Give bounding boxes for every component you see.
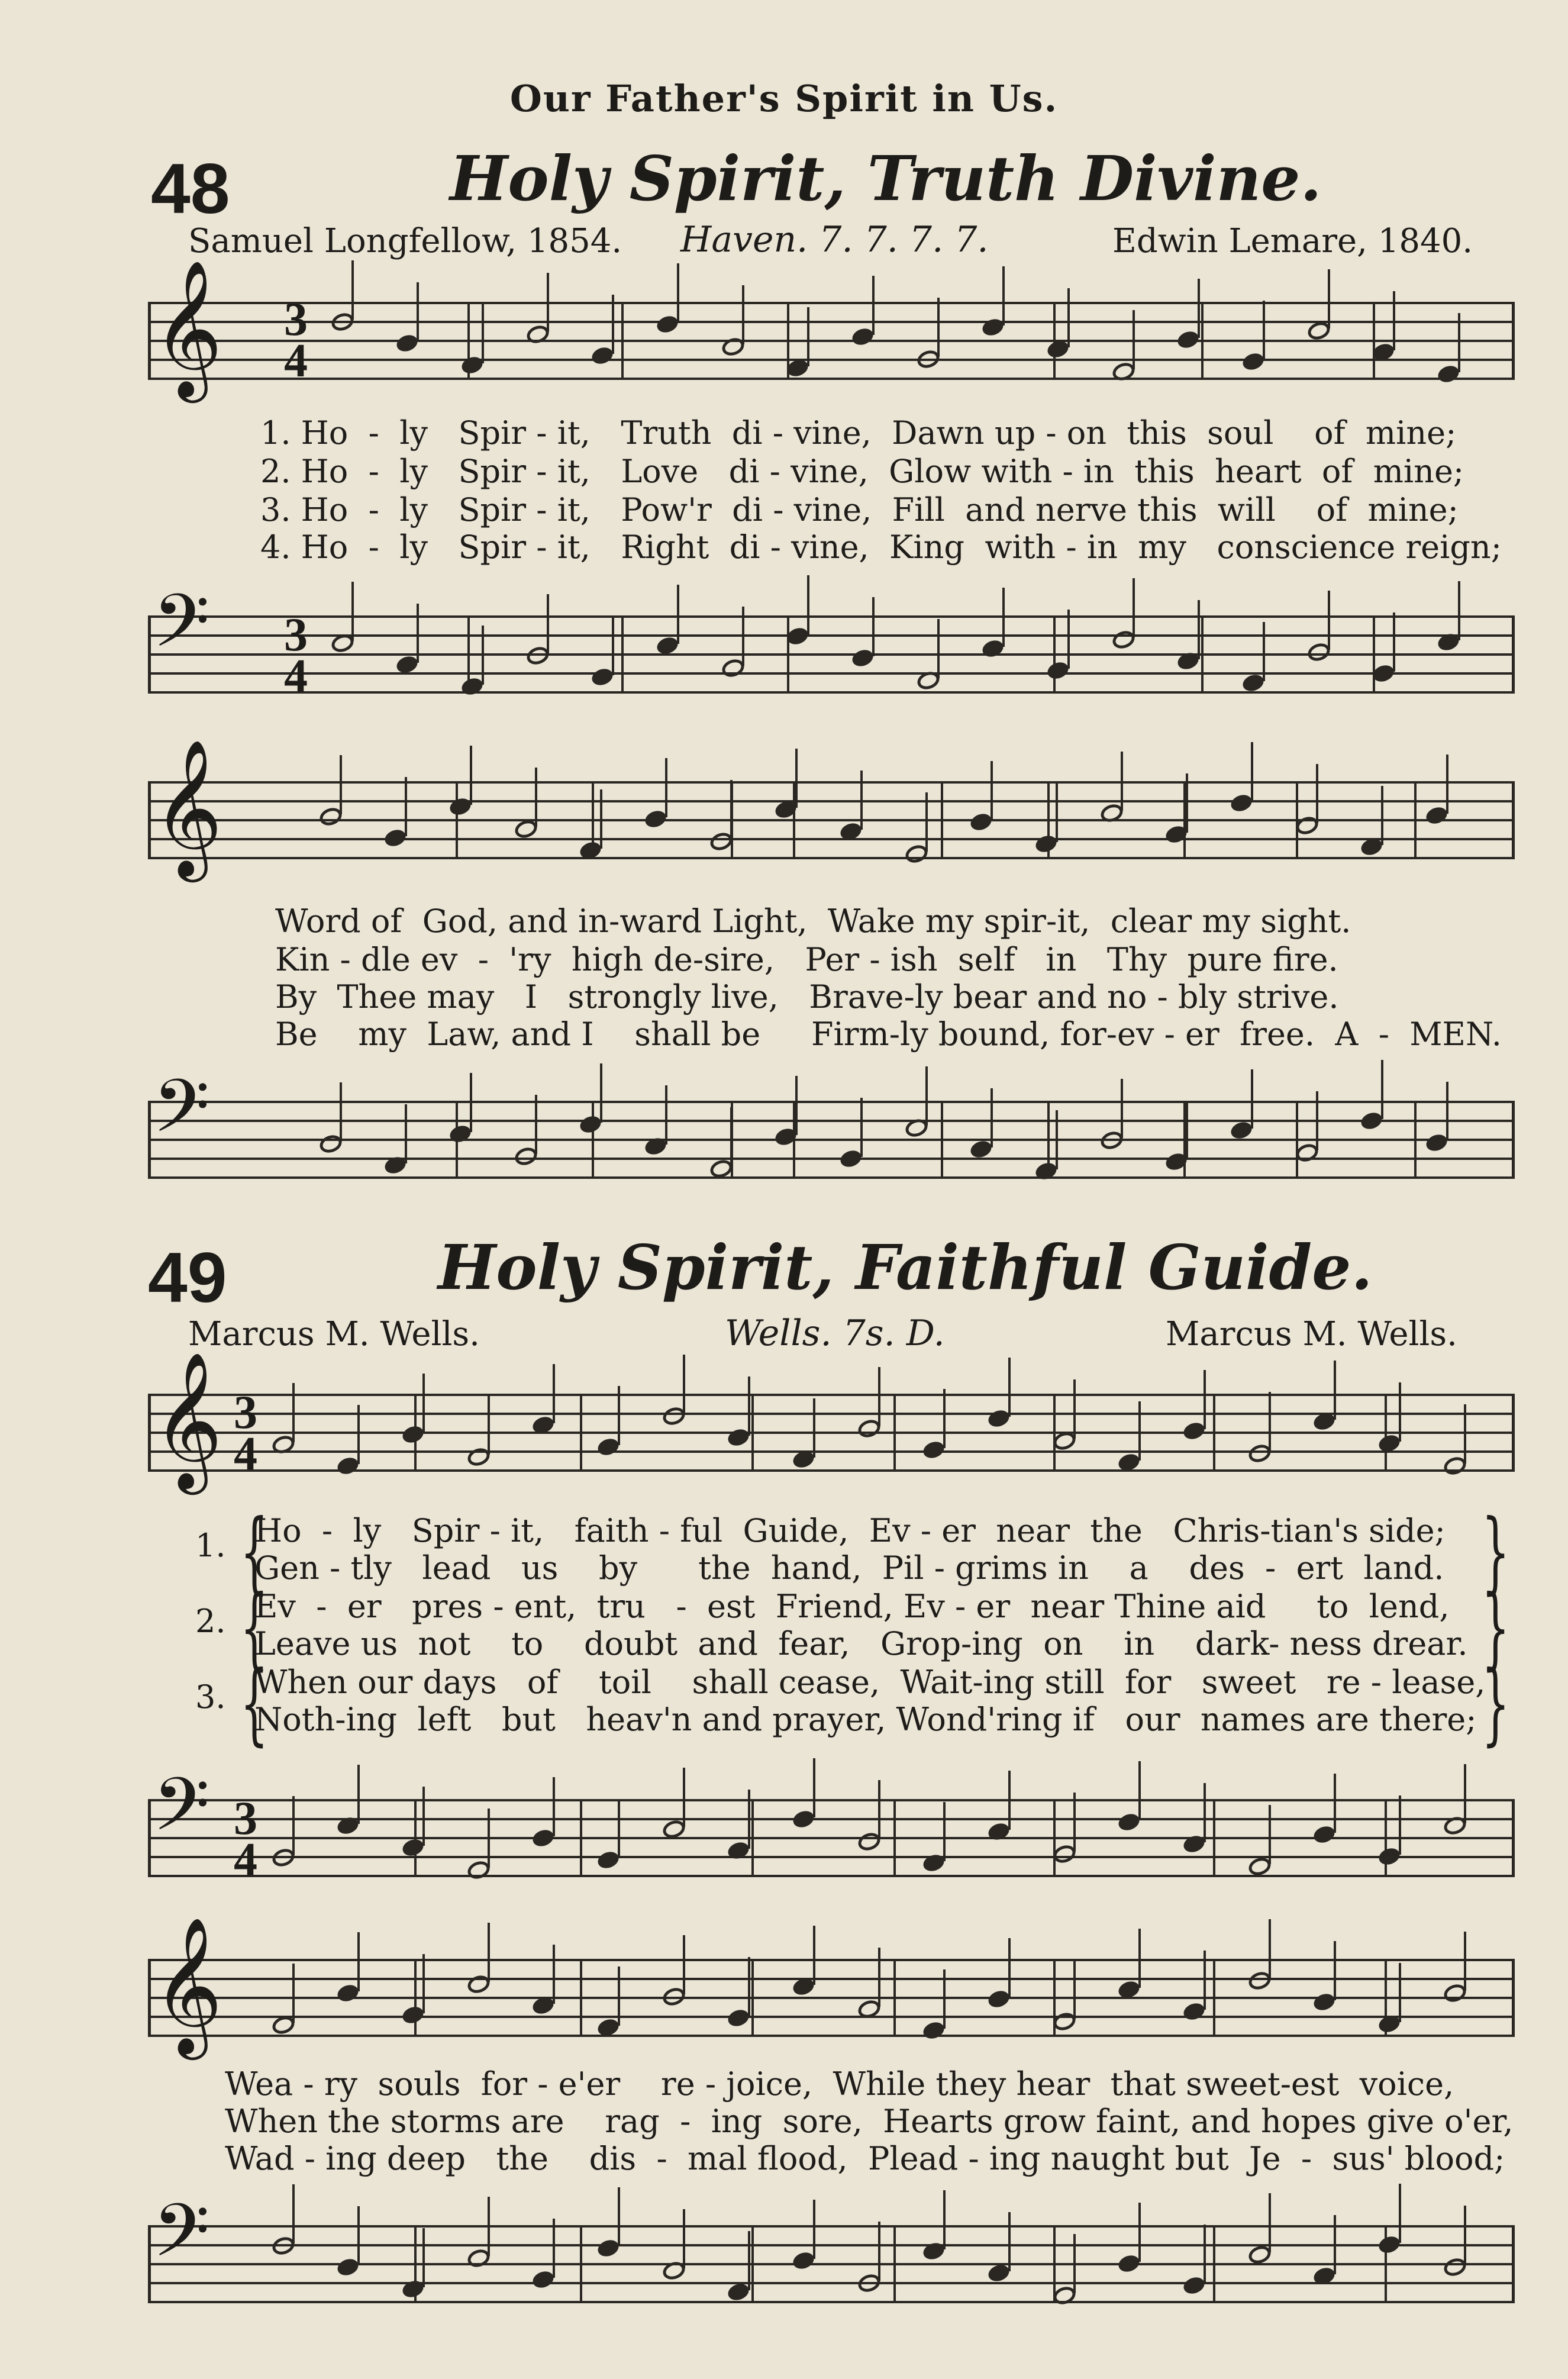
brace-icon: { — [240, 1652, 269, 1755]
verse-number: 1. — [195, 1527, 226, 1564]
lyric-line: Noth-ing left but heav'n and prayer, Wond'ring if our names are there; — [254, 1701, 1477, 1738]
lyric-line: By Thee may I strongly live, Brave-ly bear and no - bly strive. — [275, 978, 1339, 1016]
brace-icon: } — [1481, 1501, 1510, 1604]
page-header: Our Father's Spirit in Us. — [509, 77, 1059, 120]
lyric-line: Ev - er pres - ent, tru - est Friend, Ev - er near Thine aid to lend, — [254, 1588, 1450, 1625]
bass-clef-icon: 𝄢 — [153, 1064, 210, 1167]
brace-icon: } — [1481, 1577, 1510, 1680]
lyric-line: When the storms are rag - ing sore, Hearts grow faint, and hopes give o'er, — [225, 2103, 1514, 2140]
hymn-title: Holy Spirit, Faithful Guide. — [438, 1231, 1373, 1304]
brace-icon: { — [240, 1501, 269, 1604]
bass-clef-icon: 𝄢 — [153, 1762, 210, 1865]
bass-staff — [148, 1799, 1515, 1876]
hymn-number: 48 — [151, 149, 230, 228]
time-signature: 3 4 — [234, 1387, 257, 1480]
lyric-line: Kin - dle ev - 'ry high de-sire, Per - ish self in Thy pure fire. — [275, 941, 1338, 978]
hymn-number: 49 — [148, 1238, 227, 1317]
lyric-line: Leave us not to doubt and fear, Grop-ing on in dark- ness drear. — [254, 1625, 1468, 1662]
lyric-line: Word of God, and in-ward Light, Wake my spir-it, clear my sight. — [275, 902, 1351, 940]
brace-icon: { — [240, 1577, 269, 1680]
lyric-line: 3. Ho - ly Spir - it, Pow'r di - vine, Fill and nerve this will of mine; — [260, 491, 1459, 528]
treble-staff — [148, 1394, 1515, 1471]
treble-clef-icon: 𝄞 — [153, 1351, 223, 1489]
lyric-line: Wea - ry souls for - e'er re - joice, While they hear that sweet-est voice, — [225, 2065, 1454, 2103]
treble-clef-icon: 𝄞 — [153, 259, 223, 397]
hymn-title: Holy Spirit, Truth Divine. — [450, 142, 1322, 215]
author-credit: Samuel Longfellow, 1854. — [188, 222, 622, 260]
bass-staff — [148, 2225, 1515, 2302]
bass-clef-icon: 𝄢 — [153, 579, 210, 682]
tune-name: Wells. 7s. D. — [725, 1313, 945, 1354]
bass-clef-icon: 𝄢 — [153, 2188, 210, 2291]
composer-credit: Marcus M. Wells. — [1166, 1315, 1457, 1353]
time-signature: 3 4 — [234, 1793, 257, 1886]
lyric-line: Be my Law, and I shall be Firm-ly bound, for-ev - er free. A - MEN. — [275, 1016, 1502, 1053]
time-signature: 3 4 — [284, 294, 308, 387]
treble-staff — [148, 781, 1515, 858]
verse-number: 2. — [195, 1603, 226, 1640]
bass-staff — [148, 615, 1515, 692]
brace-icon: } — [1481, 1652, 1510, 1755]
lyric-line: Gen - tly lead us by the hand, Pil - grims in a des - ert land. — [254, 1549, 1444, 1587]
treble-clef-icon: 𝄞 — [153, 739, 223, 876]
composer-credit: Edwin Lemare, 1840. — [1112, 222, 1473, 260]
verse-number: 3. — [195, 1678, 226, 1716]
tune-name: Haven. 7. 7. 7. 7. — [680, 219, 989, 260]
lyric-line: 2. Ho - ly Spir - it, Love di - vine, Glow with - in this heart of mine; — [260, 453, 1464, 490]
lyric-line: When our days of toil shall cease, Wait-ing still for sweet re - lease, — [254, 1664, 1486, 1701]
lyric-line: Ho - ly Spir - it, faith - ful Guide, Ev - er near the Chris-tian's side; — [254, 1512, 1446, 1549]
treble-staff — [148, 1959, 1515, 2036]
time-signature: 3 4 — [284, 609, 308, 702]
treble-staff — [148, 302, 1515, 379]
lyric-line: 1. Ho - ly Spir - it, Truth di - vine, Dawn up - on this soul of mine; — [260, 414, 1457, 452]
treble-clef-icon: 𝄞 — [153, 1916, 223, 2054]
bass-staff — [148, 1101, 1515, 1178]
author-credit: Marcus M. Wells. — [188, 1315, 480, 1353]
lyric-line: Wad - ing deep the dis - mal flood, Plead - ing naught but Je - sus' blood; — [225, 2140, 1505, 2177]
lyric-line: 4. Ho - ly Spir - it, Right di - vine, King with - in my conscience reign; — [260, 528, 1502, 566]
